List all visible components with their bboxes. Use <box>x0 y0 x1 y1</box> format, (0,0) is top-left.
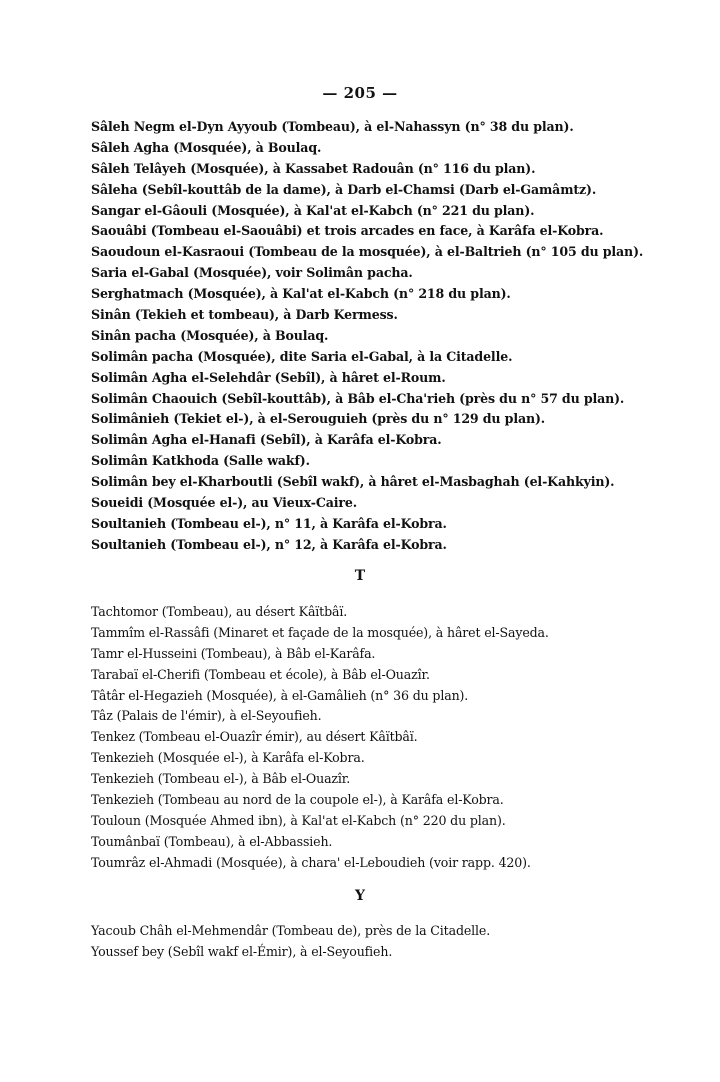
list-item: Solimân bey el-Kharboutli (Sebîl wakf), à hâret el-Masbaghah (el-Kahkyin). <box>91 474 615 490</box>
list-item: Solimân Chaouich (Sebîl-kouttâb), à Bâb el-Cha'rieh (près du n° 57 du plan). <box>91 390 625 406</box>
list-item: Saouâbi (Tombeau el-Saouâbi) et trois arcades en face, à Karâfa el-Kobra. <box>91 223 604 239</box>
list-item: Tenkezieh (Tombeau el-), à Bâb el-Ouazîr. <box>91 771 351 787</box>
list-item: Tarabaï el-Cherifi (Tombeau et école), à Bâb el-Ouazîr. <box>91 666 430 682</box>
list-item: Sâleh Agha (Mosquée), à Boulaq. <box>91 139 322 155</box>
list-item: Tenkezieh (Mosquée el-), à Karâfa el-Kobra. <box>91 750 365 766</box>
list-item: Tenkez (Tombeau el-Ouazîr émir), au désert Kâïtbâï. <box>91 729 418 745</box>
list-item: Sâleh Telâyeh (Mosquée), à Kassabet Radouân (n° 116 du plan). <box>91 160 536 176</box>
list-item: Sangar el-Gâouli (Mosquée), à Kal'at el-Kabch (n° 221 du plan). <box>91 202 535 218</box>
list-item: Solimân Katkhoda (Salle wakf). <box>91 453 310 469</box>
list-item: Toumrâz el-Ahmadi (Mosquée), à chara' el-Leboudieh (voir rapp. 420). <box>91 854 531 870</box>
list-item: Solimân pacha (Mosquée), dite Saria el-Gabal, à la Citadelle. <box>91 348 513 364</box>
section-letter-t: T <box>354 568 366 584</box>
list-item: Serghatmach (Mosquée), à Kal'at el-Kabch (n° 218 du plan). <box>91 286 511 302</box>
list-item: Soultanieh (Tombeau el-), n° 12, à Karâfa el-Kobra. <box>91 536 447 552</box>
section-t-list <box>91 602 701 874</box>
list-item: Sâleha (Sebîl-kouttâb de la dame), à Darb el-Chamsi (Darb el-Gamâmtz). <box>91 181 597 197</box>
list-item: Solimânieh (Tekiet el-), à el-Serouguieh (près du n° 129 du plan). <box>91 411 546 427</box>
list-item: Tâz (Palais de l'émir), à el-Seyoufieh. <box>91 708 322 724</box>
list-item: Soultanieh (Tombeau el-), n° 11, à Karâfa el-Kobra. <box>91 515 447 531</box>
list-item: Tenkezieh (Tombeau au nord de la coupole el-), à Karâfa el-Kobra. <box>91 792 504 808</box>
list-item: Solimân Agha el-Hanafi (Sebîl), à Karâfa el-Kobra. <box>91 432 442 448</box>
list-item: Youssef bey (Sebîl wakf el-Émir), à el-Seyoufieh. <box>91 943 393 959</box>
list-item: Soueidi (Mosquée el-), au Vieux-Caire. <box>91 495 357 511</box>
section-y-list <box>91 921 701 963</box>
list-item: Tammîm el-Rassâfi (Minaret et façade de la mosquée), à hâret el-Sayeda. <box>91 624 549 640</box>
list-item: Solimân Agha el-Selehdâr (Sebîl), à hâret el-Roum. <box>91 369 446 385</box>
page-number: — 205 — <box>322 84 398 102</box>
list-item: Yacoub Châh el-Mehmendâr (Tombeau de), près de la Citadelle. <box>91 923 491 938</box>
section-letter-y: Y <box>355 888 365 904</box>
list-item: Touloun (Mosquée Ahmed ibn), à Kal'at el-Kabch (n° 220 du plan). <box>91 812 506 828</box>
list-item: Sâleh Negm el-Dyn Ayyoub (Tombeau), à el-Nahassyn (n° 38 du plan). <box>91 119 574 134</box>
list-item: Tachtomor (Tombeau), au désert Kâïtbâï. <box>91 604 348 619</box>
list-item: Sinân pacha (Mosquée), à Boulaq. <box>91 327 329 343</box>
list-item: Saria el-Gabal (Mosquée), voir Solimân pacha. <box>91 265 413 281</box>
list-item: Saoudoun el-Kasraoui (Tombeau de la mosquée), à el-Baltrieh (n° 105 du plan). <box>91 244 644 260</box>
list-item: Toumânbaï (Tombeau), à el-Abbassieh. <box>91 833 333 849</box>
section-s-list <box>91 117 701 556</box>
list-item: Sinân (Tekieh et tombeau), à Darb Kermess. <box>91 307 398 323</box>
list-item: Tâtâr el-Hegazieh (Mosquée), à el-Gamâlieh (n° 36 du plan). <box>91 687 469 703</box>
list-item: Tamr el-Husseini (Tombeau), à Bâb el-Karâfa. <box>91 645 376 661</box>
